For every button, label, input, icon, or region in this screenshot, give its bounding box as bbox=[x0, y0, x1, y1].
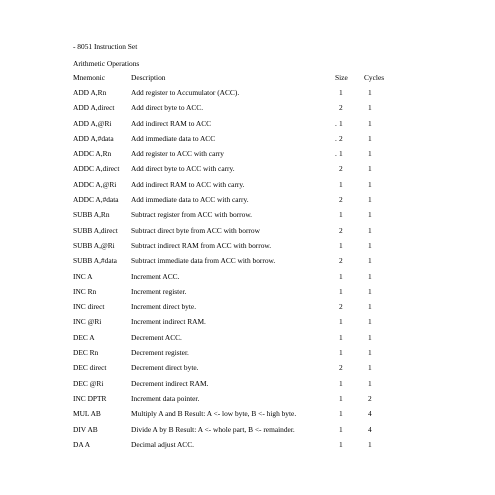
cell-cycles: 1 bbox=[368, 103, 372, 113]
cell-size: 1 bbox=[339, 332, 343, 342]
cell-cycles: 1 bbox=[368, 225, 372, 235]
cell-description: Decrement ACC. bbox=[131, 332, 182, 342]
table-row bbox=[73, 426, 398, 441]
cell-size: 1 bbox=[339, 424, 343, 434]
cell-description: Increment direct byte. bbox=[131, 302, 197, 312]
cell-mnemonic: SUBB A,Rn bbox=[73, 210, 110, 220]
cell-cycles: 4 bbox=[368, 409, 372, 419]
table-row bbox=[73, 135, 398, 150]
table-row bbox=[73, 227, 398, 242]
cell-mnemonic: SUBB A,#data bbox=[73, 256, 117, 266]
cell-description: Increment ACC. bbox=[131, 271, 180, 281]
table-row bbox=[73, 334, 398, 349]
document-title: - 8051 Instruction Set bbox=[73, 42, 138, 51]
cell-mnemonic: DA A bbox=[73, 439, 91, 449]
table-row bbox=[73, 303, 398, 318]
table-row bbox=[73, 395, 398, 410]
cell-size: 2 bbox=[339, 302, 343, 312]
cell-mnemonic: MUL AB bbox=[73, 409, 101, 419]
cell-cycles: 1 bbox=[368, 240, 372, 250]
table-row bbox=[73, 104, 398, 119]
cell-mnemonic: DEC @Ri bbox=[73, 378, 104, 388]
cell-mnemonic: ADDC A,#data bbox=[73, 195, 119, 205]
cell-cycles: 1 bbox=[368, 195, 372, 205]
cell-cycles: 1 bbox=[368, 302, 372, 312]
cell-cycles: 1 bbox=[368, 256, 372, 266]
column-header-cycles: Cycles bbox=[364, 73, 385, 82]
table-row bbox=[73, 181, 398, 196]
cell-mnemonic: ADDC A,@Ri bbox=[73, 179, 117, 189]
table-row bbox=[73, 196, 398, 211]
cell-description: Add direct byte to ACC with carry. bbox=[131, 164, 235, 174]
table-row bbox=[73, 410, 398, 425]
table-row bbox=[73, 364, 398, 379]
cell-size: 1 bbox=[339, 271, 343, 281]
table-row bbox=[73, 211, 398, 226]
cell-size: 1 bbox=[339, 378, 343, 388]
cell-description: Add immediate data to ACC bbox=[131, 133, 216, 143]
cell-mark: . bbox=[335, 149, 337, 159]
cell-cycles: 1 bbox=[368, 439, 372, 449]
cell-cycles: 1 bbox=[368, 271, 372, 281]
cell-mnemonic: ADD A,@Ri bbox=[73, 118, 112, 128]
table-row bbox=[73, 380, 398, 395]
cell-description: Increment data pointer. bbox=[131, 393, 200, 403]
cell-cycles: 1 bbox=[368, 286, 372, 296]
table-row bbox=[73, 89, 398, 104]
section-heading: Arithmetic Operations bbox=[73, 59, 140, 68]
document-page bbox=[73, 0, 483, 495]
cell-size: 1 bbox=[339, 409, 343, 419]
column-header-size: Size bbox=[335, 73, 348, 82]
table-row bbox=[73, 257, 398, 272]
cell-size: 1 bbox=[339, 118, 343, 128]
cell-size: 2 bbox=[339, 195, 343, 205]
cell-description: Multiply A and B Result: A <- low byte, B <- high byte. bbox=[131, 409, 297, 419]
cell-description: Subtract immediate data from ACC with borrow. bbox=[131, 256, 276, 266]
cell-description: Add register to ACC with carry bbox=[131, 149, 224, 159]
cell-size: 2 bbox=[339, 133, 343, 143]
cell-description: Add direct byte to ACC. bbox=[131, 103, 204, 113]
cell-description: Decrement register. bbox=[131, 348, 189, 358]
cell-mnemonic: DEC A bbox=[73, 332, 95, 342]
cell-mnemonic: SUBB A,direct bbox=[73, 225, 118, 235]
cell-cycles: 1 bbox=[368, 317, 372, 327]
cell-size: 1 bbox=[339, 240, 343, 250]
cell-description: Add register to Accumulator (ACC). bbox=[131, 88, 240, 97]
cell-size: 1 bbox=[339, 88, 343, 97]
cell-mnemonic: INC @Ri bbox=[73, 317, 102, 327]
cell-size: 1 bbox=[339, 348, 343, 358]
cell-cycles: 1 bbox=[368, 149, 372, 159]
cell-description: Divide A by B Result: A <- whole part, B <- remainder. bbox=[131, 424, 295, 434]
cell-description: Subtract indirect RAM from ACC with borrow. bbox=[131, 240, 272, 250]
cell-size: 1 bbox=[339, 286, 343, 296]
cell-mnemonic: DEC Rn bbox=[73, 348, 99, 358]
table-row bbox=[73, 349, 398, 364]
column-header-mnemonic: Mnemonic bbox=[73, 73, 106, 82]
cell-description: Add indirect RAM to ACC bbox=[131, 118, 212, 128]
cell-size: 1 bbox=[339, 317, 343, 327]
cell-mnemonic: INC DPTR bbox=[73, 393, 107, 403]
cell-description: Add immediate data to ACC with carry. bbox=[131, 195, 249, 205]
instruction-table bbox=[73, 89, 398, 456]
cell-cycles: 1 bbox=[368, 179, 372, 189]
cell-size: 2 bbox=[339, 164, 343, 174]
cell-cycles: 1 bbox=[368, 88, 372, 97]
cell-size: 1 bbox=[339, 393, 343, 403]
cell-description: Subtract direct byte from ACC with borrow bbox=[131, 225, 260, 235]
cell-cycles: 2 bbox=[368, 393, 372, 403]
table-row bbox=[73, 288, 398, 303]
cell-mnemonic: DIV AB bbox=[73, 424, 98, 434]
cell-size: 1 bbox=[339, 179, 343, 189]
cell-cycles: 1 bbox=[368, 164, 372, 174]
cell-cycles: 1 bbox=[368, 118, 372, 128]
cell-mark: . bbox=[335, 133, 337, 143]
cell-mnemonic: SUBB A,@Ri bbox=[73, 240, 115, 250]
cell-size: 2 bbox=[339, 225, 343, 235]
cell-description: Decimal adjust ACC. bbox=[131, 439, 195, 449]
cell-cycles: 4 bbox=[368, 424, 372, 434]
cell-description: Decrement direct byte. bbox=[131, 363, 199, 373]
cell-description: Add indirect RAM to ACC with carry. bbox=[131, 179, 245, 189]
cell-cycles: 1 bbox=[368, 348, 372, 358]
cell-mnemonic: ADD A,#data bbox=[73, 133, 114, 143]
cell-mnemonic: ADDC A,direct bbox=[73, 164, 120, 174]
instruction-table-body bbox=[73, 89, 398, 456]
table-row bbox=[73, 318, 398, 333]
cell-description: Increment indirect RAM. bbox=[131, 317, 206, 327]
table-row bbox=[73, 120, 398, 135]
cell-size: 1 bbox=[339, 439, 343, 449]
table-row bbox=[73, 242, 398, 257]
cell-cycles: 1 bbox=[368, 378, 372, 388]
table-row bbox=[73, 441, 398, 456]
cell-cycles: 1 bbox=[368, 210, 372, 220]
cell-mnemonic: ADDC A,Rn bbox=[73, 149, 112, 159]
cell-mnemonic: DEC direct bbox=[73, 363, 107, 373]
cell-description: Subtract register from ACC with borrow. bbox=[131, 210, 253, 220]
table-row bbox=[73, 273, 398, 288]
cell-mnemonic: INC A bbox=[73, 271, 93, 281]
cell-size: 2 bbox=[339, 256, 343, 266]
cell-mnemonic: INC direct bbox=[73, 302, 105, 312]
cell-cycles: 1 bbox=[368, 332, 372, 342]
cell-mark: . bbox=[335, 118, 337, 128]
cell-mnemonic: ADD A,direct bbox=[73, 103, 115, 113]
cell-description: Decrement indirect RAM. bbox=[131, 378, 209, 388]
cell-mnemonic: INC Rn bbox=[73, 286, 97, 296]
cell-size: 2 bbox=[339, 363, 343, 373]
table-row bbox=[73, 165, 398, 180]
table-row bbox=[73, 150, 398, 165]
cell-size: 2 bbox=[339, 103, 343, 113]
cell-cycles: 1 bbox=[368, 133, 372, 143]
cell-cycles: 1 bbox=[368, 363, 372, 373]
cell-mnemonic: ADD A,Rn bbox=[73, 88, 107, 97]
cell-size: 1 bbox=[339, 149, 343, 159]
column-header-description: Description bbox=[131, 73, 166, 82]
cell-size: 1 bbox=[339, 210, 343, 220]
cell-description: Increment register. bbox=[131, 286, 187, 296]
